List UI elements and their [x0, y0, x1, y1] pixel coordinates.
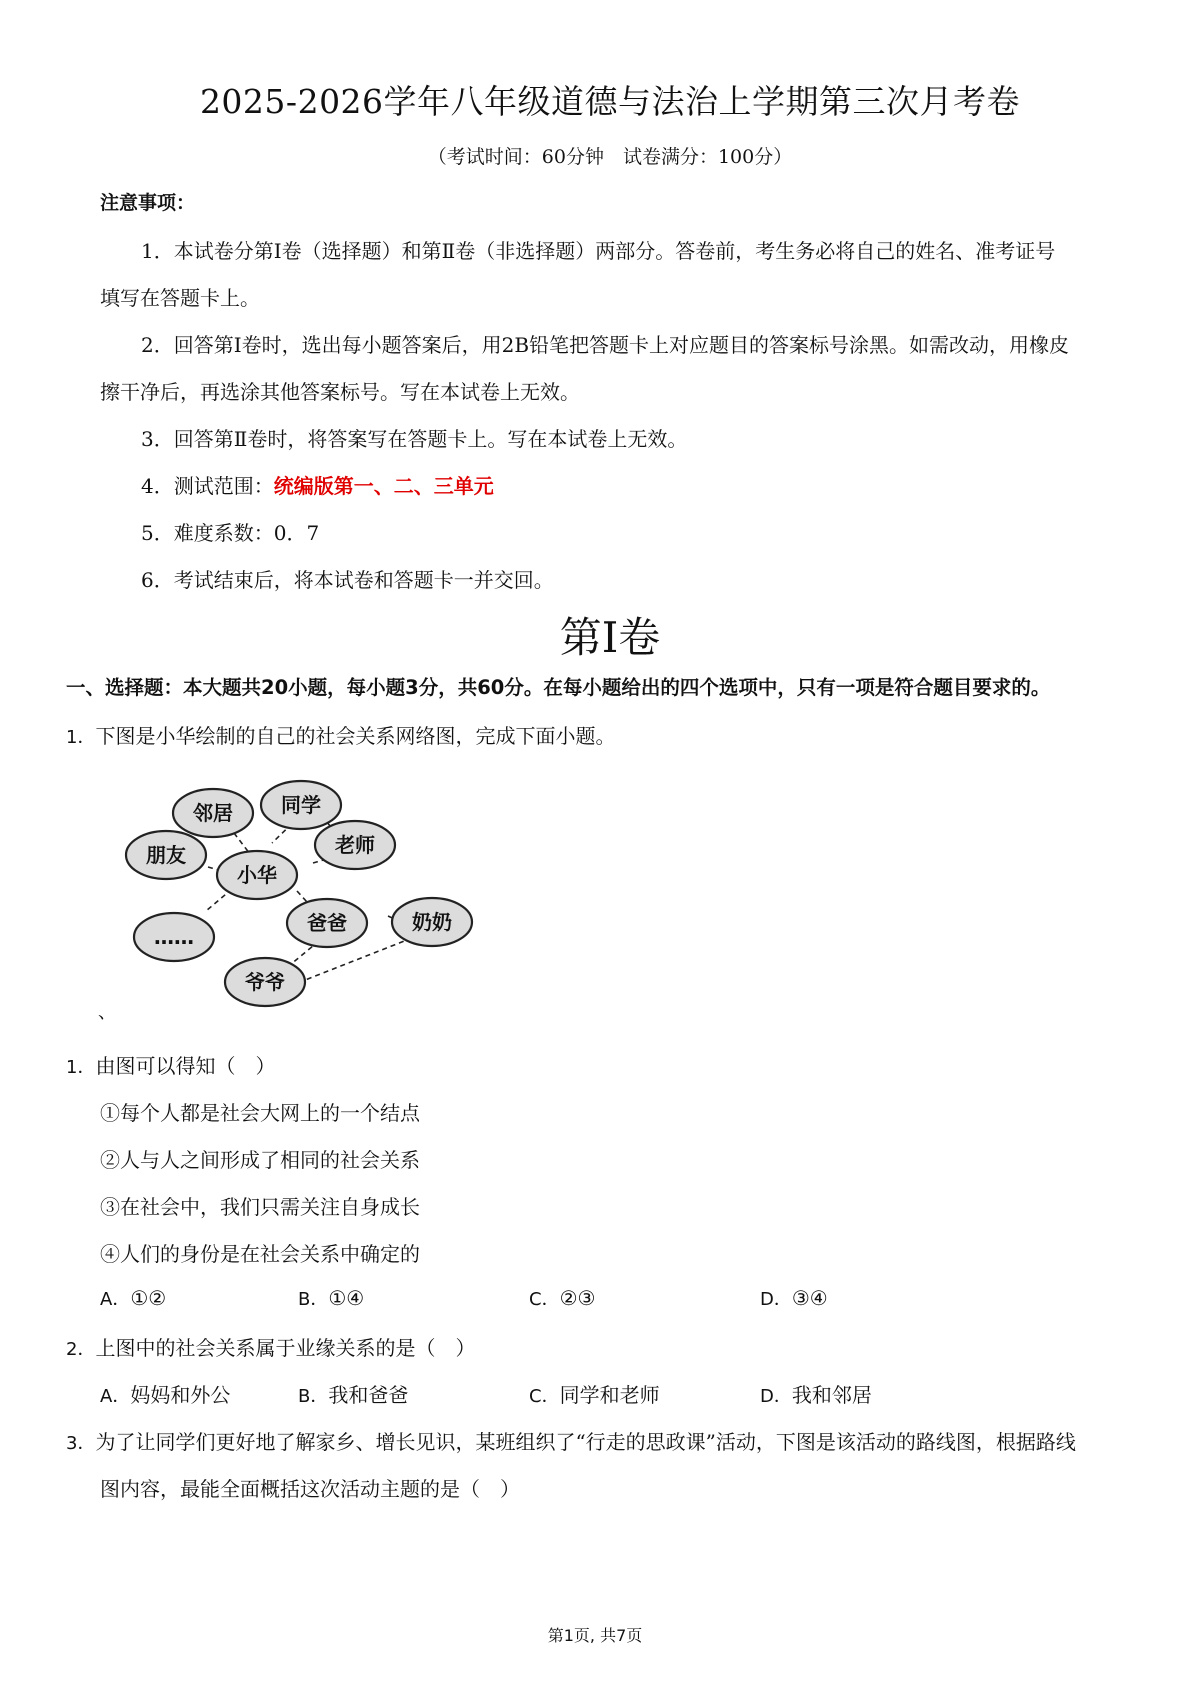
q1-statement-4: ④人们的身份是在社会关系中确定的 [100, 1242, 420, 1266]
q1-option-c-letter: C． [529, 1289, 560, 1310]
q2-number: 2． [66, 1339, 96, 1360]
notice-item-2-line-2: 擦干净后，再选涂其他答案标号。写在本试卷上无效。 [100, 380, 580, 404]
q1-stem [66, 1050, 275, 1079]
label-classmate: 同学 [281, 793, 321, 817]
q1-option-d[interactable] [760, 1285, 828, 1311]
question-intro-number: 1． [66, 727, 96, 748]
q2-option-d[interactable] [760, 1379, 872, 1408]
q1-number: 1． [66, 1057, 96, 1078]
q3-stem-text-1: 为了让同学们更好地了解家乡、增长见识，某班组织了“行走的思政课”活动，下图是该活动的路线图，根据路线 [95, 1430, 1076, 1454]
q3-number: 3． [66, 1433, 96, 1454]
q1-statement-1: ①每个人都是社会大网上的一个结点 [100, 1101, 420, 1125]
q1-statement-3: ③在社会中，我们只需关注自身成长 [100, 1195, 420, 1219]
q2-option-a-letter: A． [100, 1386, 131, 1407]
q2-stem [66, 1332, 475, 1361]
notice-item-4-prefix: 4．测试范围： [141, 474, 274, 498]
social-network-diagram [110, 765, 510, 1015]
q2-option-b-letter: B． [298, 1386, 329, 1407]
q1-statement-2: ②人与人之间形成了相同的社会关系 [100, 1148, 420, 1172]
q2-option-a-text: 妈妈和外公 [130, 1383, 231, 1407]
q1-option-b-text: ①④ [328, 1286, 365, 1310]
notice-item-1-line-2: 填写在答题卡上。 [100, 286, 260, 310]
notice-heading: 注意事项： [100, 192, 196, 214]
q2-stem-text: 上图中的社会关系属于业缘关系的是（ ） [95, 1336, 476, 1360]
label-neighbor: 邻居 [193, 801, 233, 825]
notice-item-3: 3．回答第Ⅱ卷时，将答案写在答题卡上。写在本试卷上无效。 [141, 427, 688, 451]
label-teacher: 老师 [335, 833, 375, 857]
label-ellipsis: …… [154, 925, 194, 949]
q1-option-a[interactable] [100, 1285, 166, 1311]
notice-item-5: 5．难度系数：0．7 [141, 521, 320, 545]
q3-stem-line-1 [66, 1426, 1076, 1455]
q2-option-b[interactable] [298, 1379, 408, 1408]
q1-option-b[interactable] [298, 1285, 364, 1311]
notice-item-6: 6．考试结束后，将本试卷和答题卡一并交回。 [141, 568, 554, 592]
q1-stem-text: 由图可以得知（ ） [95, 1054, 276, 1078]
notice-item-4 [141, 470, 494, 499]
q2-option-d-letter: D． [760, 1386, 792, 1407]
q1-option-d-text: ③④ [791, 1286, 828, 1310]
q1-option-c[interactable] [529, 1285, 595, 1311]
label-grandpa: 爷爷 [245, 970, 285, 994]
exam-title: 2025-2026学年八年级道德与法治上学期第三次月考卷 [199, 82, 1021, 121]
edge-center-dad [297, 891, 307, 902]
label-dad: 爸爸 [307, 911, 347, 935]
notice-item-2-line-1: 2．回答第Ⅰ卷时，选出每小题答案后，用2B铅笔把答题卡上对应题目的答案标号涂黑。如需改动，用橡皮 [141, 333, 1070, 357]
q3-stem-line-2: 图内容，最能全面概括这次活动主题的是（ ） [100, 1477, 520, 1501]
q2-option-c-text: 同学和老师 [559, 1383, 660, 1407]
label-center-xiaohua: 小华 [237, 863, 277, 887]
q1-option-d-letter: D． [760, 1289, 792, 1310]
q1-option-a-letter: A． [100, 1289, 131, 1310]
q1-option-c-text: ②③ [559, 1286, 596, 1310]
exam-subtitle: （考试时间：60分钟 试卷满分：100分） [427, 146, 793, 168]
q2-option-c-letter: C． [529, 1386, 560, 1407]
notice-item-1-line-1: 1．本试卷分第Ⅰ卷（选择题）和第Ⅱ卷（非选择题）两部分。答卷前，考生务必将自己的姓名、准考证号 [141, 239, 1056, 263]
q2-option-b-text: 我和爸爸 [328, 1383, 409, 1407]
section-heading: 一、选择题：本大题共20小题，每小题3分，共60分。在每小题给出的四个选项中，只有一项是符合题目要求的。 [66, 676, 1051, 699]
q2-option-d-text: 我和邻居 [791, 1383, 872, 1407]
page-footer: 第1页, 共7页 [547, 1626, 643, 1645]
test-scope: 统编版第一、二、三单元 [273, 474, 494, 498]
question-intro [66, 720, 615, 749]
volume-heading: 第Ⅰ卷 [559, 613, 661, 662]
q1-option-a-text: ①② [130, 1286, 167, 1310]
label-grandma: 奶奶 [412, 910, 452, 934]
q1-option-b-letter: B． [298, 1289, 329, 1310]
stray-mark: 、 [98, 1002, 116, 1023]
q2-option-c[interactable] [529, 1379, 660, 1408]
q2-option-a[interactable] [100, 1379, 230, 1408]
question-intro-text: 下图是小华绘制的自己的社会关系网络图，完成下面小题。 [95, 724, 616, 748]
label-friend: 朋友 [146, 843, 186, 867]
